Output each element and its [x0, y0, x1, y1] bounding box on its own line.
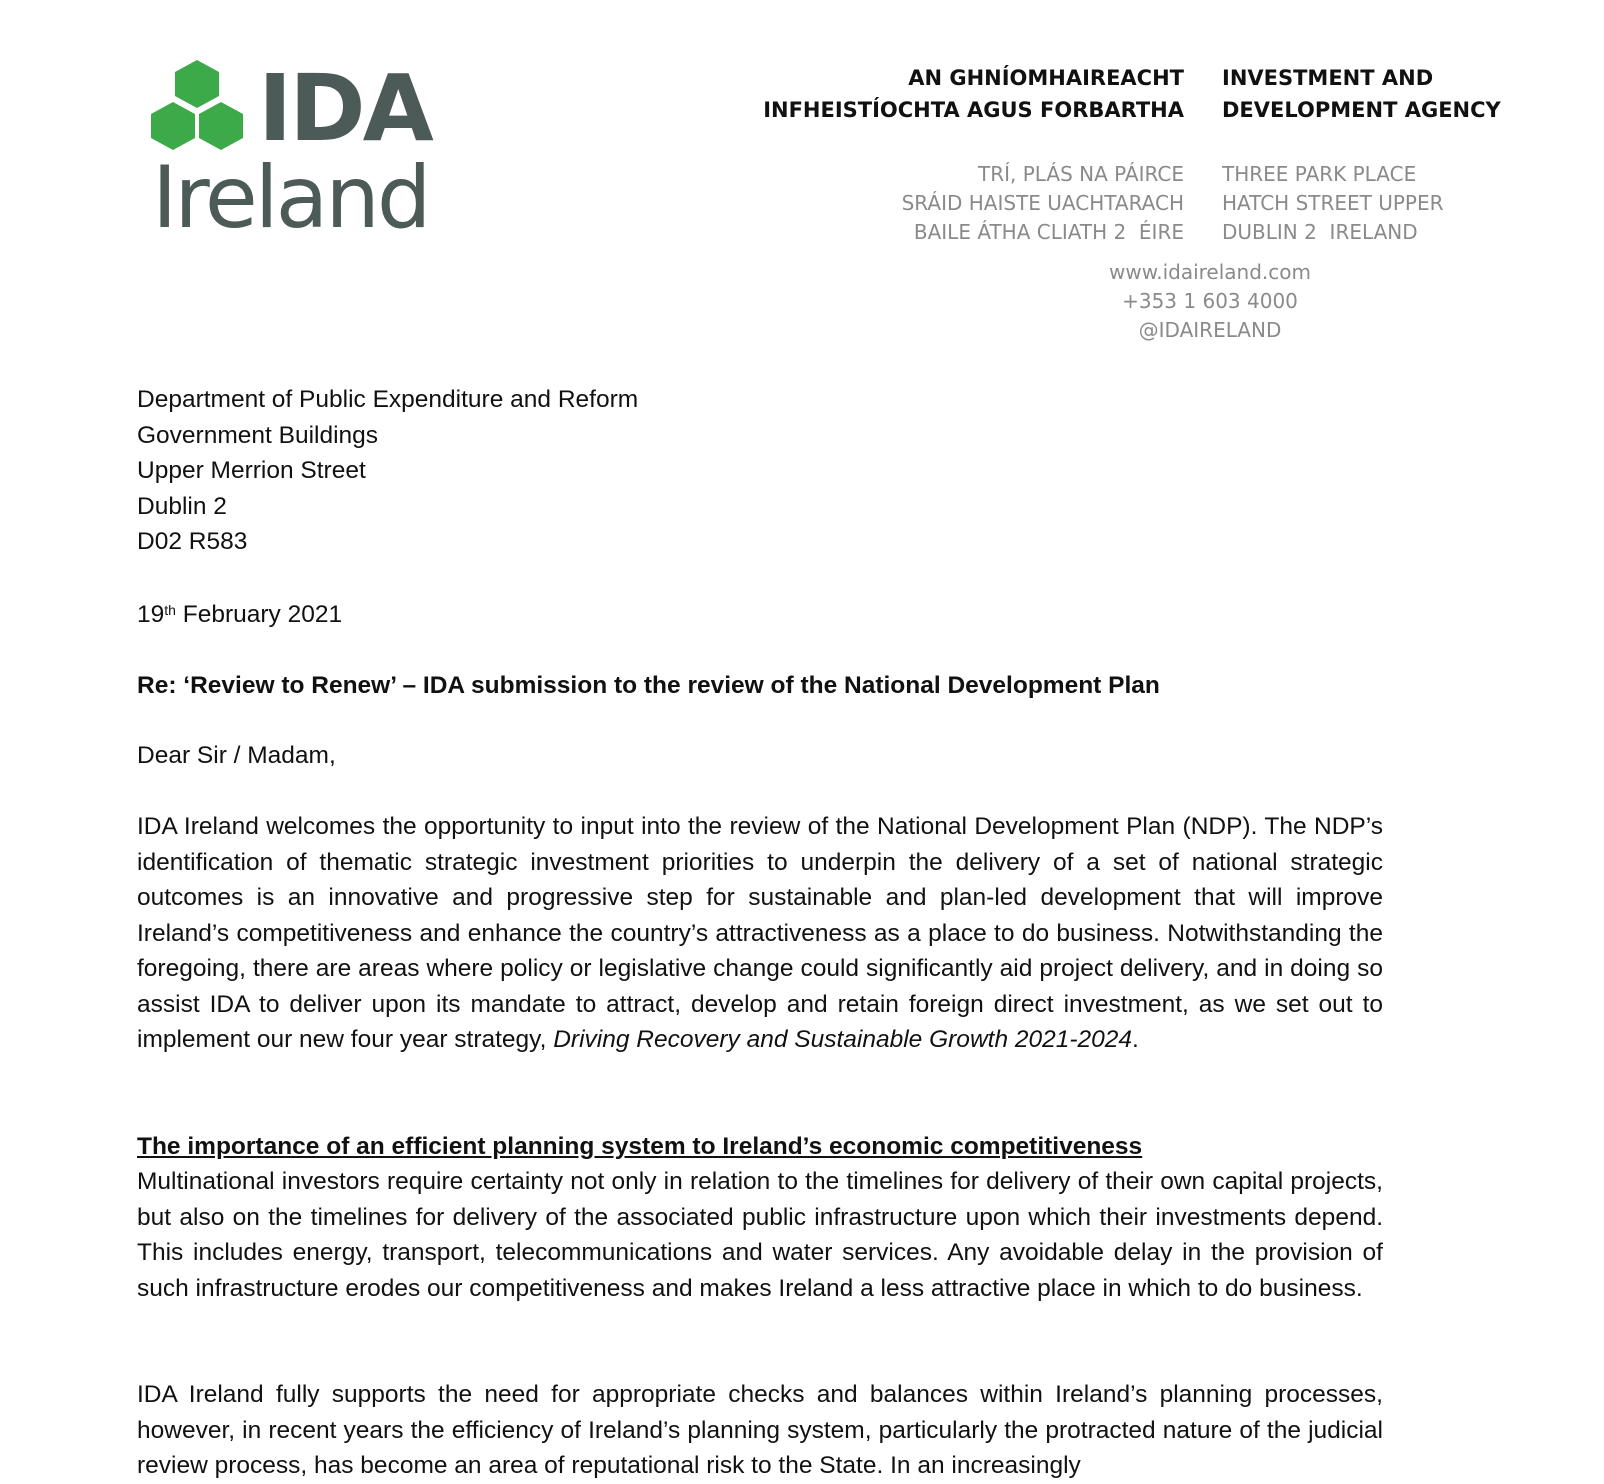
- agency-irish-line: AN GHNÍOMHAIREACHT: [908, 66, 1184, 90]
- address-irish-line: BAILE ÁTHA CLIATH 2 ÉIRE: [913, 220, 1184, 244]
- logo-wordmark-ireland: Ireland: [152, 148, 429, 248]
- phone-number: +353 1 603 4000: [1122, 289, 1298, 313]
- date-day: 19: [137, 601, 165, 628]
- strategy-title: Driving Recovery and Sustainable Growth 2021-2024: [553, 1026, 1133, 1053]
- date-month-year: February 2021: [175, 601, 343, 628]
- ida-ireland-logo: [148, 55, 431, 248]
- salutation: Dear Sir / Madam,: [137, 742, 336, 769]
- website-link[interactable]: www.idaireland.com: [1108, 260, 1311, 284]
- agency-name-english: [1222, 62, 1501, 126]
- agency-english-line: INVESTMENT AND: [1222, 66, 1434, 90]
- paragraph-intro: [137, 809, 1383, 1058]
- agency-english-line: DEVELOPMENT AGENCY: [1222, 98, 1501, 122]
- recipient-address: [137, 382, 1383, 560]
- recipient-line: D02 R583: [137, 528, 248, 555]
- logo-wordmark-ida: IDA: [258, 55, 431, 162]
- address-english-line: THREE PARK PLACE: [1222, 162, 1417, 186]
- recipient-line: Government Buildings: [137, 421, 379, 449]
- paragraph-intro-end: .: [1132, 1026, 1139, 1053]
- subject-line: Re: ‘Review to Renew’ – IDA submission to the review of the National Development Plan: [137, 672, 1160, 699]
- date-ordinal-suffix: th: [164, 602, 176, 618]
- address-english-line: HATCH STREET UPPER: [1222, 191, 1444, 215]
- recipient-line: Department of Public Expenditure and Reform: [137, 386, 639, 413]
- address-english: [1222, 160, 1444, 247]
- address-irish: [902, 160, 1184, 247]
- section-heading: The importance of an efficient planning system to Ireland’s economic competitiveness: [137, 1133, 1143, 1160]
- address-irish-line: TRÍ, PLÁS NA PÁIRCE: [978, 162, 1184, 186]
- address-irish-line: SRÁID HAISTE UACHTARACH: [901, 191, 1184, 215]
- agency-irish-line: INFHEISTÍOCHTA AGUS FORBARTHA: [763, 98, 1184, 122]
- address-english-line: DUBLIN 2 IRELAND: [1222, 220, 1418, 244]
- contact-block: [1040, 258, 1380, 345]
- letter-date: [137, 597, 1383, 633]
- recipient-line: Dublin 2: [137, 492, 227, 520]
- twitter-handle-link[interactable]: @IDAIRELAND: [1138, 318, 1282, 342]
- paragraph-planning: IDA Ireland fully supports the need for appropriate checks and balances within Ireland’s planning processes, however, in recent years the efficiency of Ireland’s planning system, particularly the protracted nature of the judicial review process, has become an area of reputational risk to the State. In an increasingly: [137, 1381, 1383, 1479]
- paragraph-intro-text: IDA Ireland welcomes the opportunity to input into the review of the National Development Plan (NDP). The NDP’s identification of thematic strategic investment priorities to underpin the delivery of a set of national strategic outcomes is an innovative and progressive step for sustainable and plan-led development that will improve Ireland’s competitiveness and enhance the country’s attractiveness as a place to do business. Notwithstanding the foregoing, there are areas where policy or legislative change could significantly aid project delivery, and in doing so assist IDA to deliver upon its mandate to attract, develop and retain foreign direct investment, as we set out to implement our new four year strategy,: [137, 813, 1383, 1053]
- recipient-line: Upper Merrion Street: [137, 457, 366, 484]
- paragraph-investors: Multinational investors require certainty not only in relation to the timelines for delivery of their own capital projects, but also on the timelines for delivery of the associated public infrastructure upon which their investments depend. This includes energy, transport, telecommunications and water services. Any avoidable delay in the provision of such infrastructure erodes our competitiveness and makes Ireland a less attractive place in which to do business.: [137, 1168, 1383, 1302]
- agency-name-irish: [763, 62, 1184, 126]
- hexagon-cluster-icon: [148, 58, 258, 158]
